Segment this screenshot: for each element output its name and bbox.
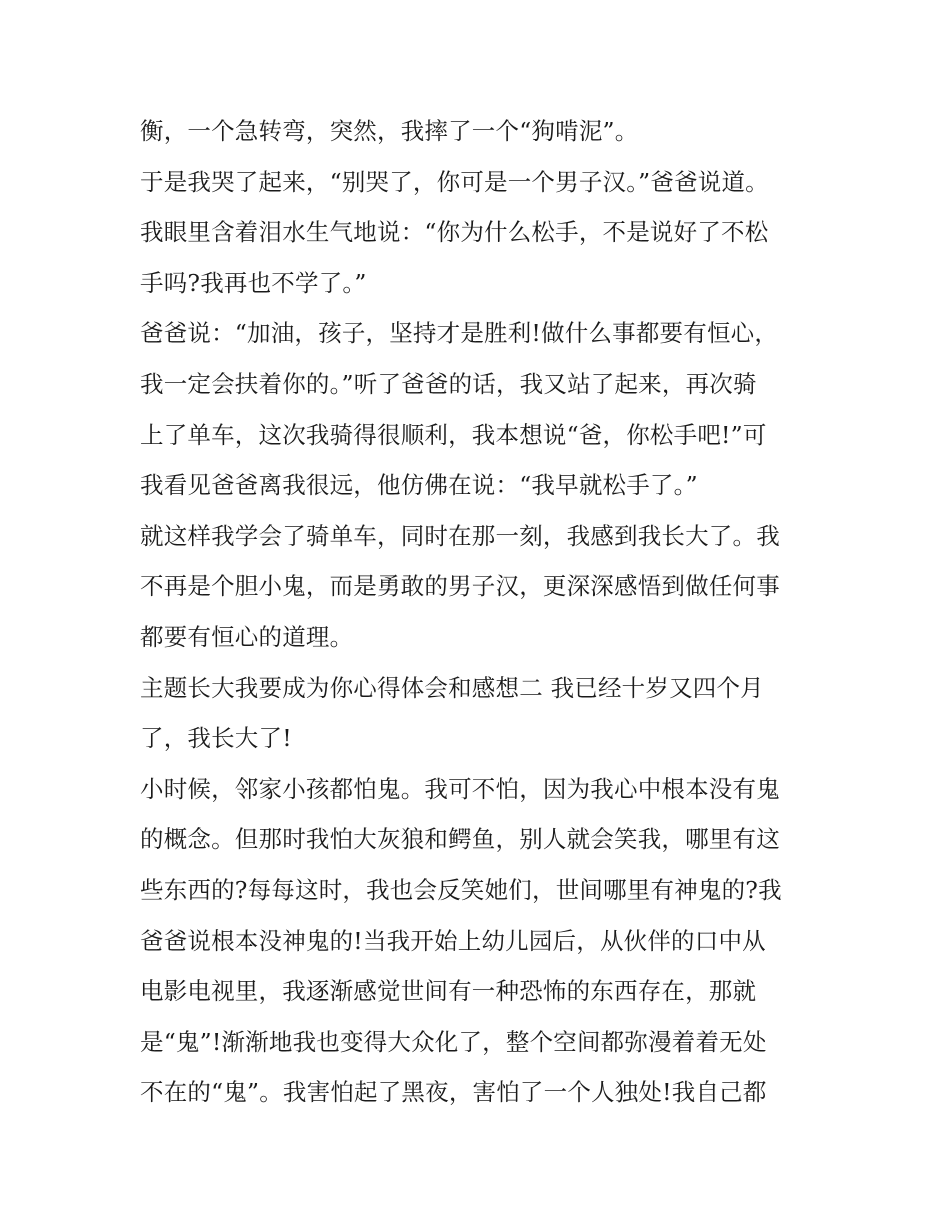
text-line: 是“鬼”!渐渐地我也变得大众化了，整个空间都弥漫着着无处 xyxy=(140,1027,767,1056)
text-line: 上了单车，这次我骑得很顺利，我本想说“爸，你松手吧!”可 xyxy=(140,420,767,449)
text-line: 我一定会扶着你的。”听了爸爸的话，我又站了起来，再次骑 xyxy=(140,369,757,398)
text-line: 爸爸说根本没神鬼的!当我开始上幼儿园后，从伙伴的口中从 xyxy=(140,926,766,955)
text-line: 些东西的?每每这时，我也会反笑她们，世间哪里有神鬼的?我 xyxy=(140,875,782,904)
text-line: 就这样我学会了骑单车，同时在那一刻，我感到我长大了。我 xyxy=(140,521,780,550)
text-line: 主题长大我要成为你心得体会和感想二 我已经十岁又四个月 xyxy=(140,673,764,702)
text-line: 爸爸说：“加油，孩子，坚持才是胜利!做什么事都要有恒心， xyxy=(140,319,779,348)
text-line: 的概念。但那时我怕大灰狼和鳄鱼，别人就会笑我，哪里有这 xyxy=(140,825,780,854)
text-line: 手吗?我再也不学了。” xyxy=(140,268,367,297)
text-line: 不再是个胆小鬼，而是勇敢的男子汉，更深深感悟到做任何事 xyxy=(140,572,780,601)
text-line: 都要有恒心的道理。 xyxy=(140,622,354,651)
text-line: 小时候，邻家小孩都怕鬼。我可不怕，因为我心中根本没有鬼 xyxy=(140,774,780,803)
body-text xyxy=(140,106,830,1118)
text-line: 我眼里含着泪水生气地说：“你为什么松手，不是说好了不松 xyxy=(140,218,769,247)
text-line: 不在的“鬼”。我害怕起了黑夜，害怕了一个人独处!我自己都 xyxy=(140,1078,767,1107)
text-line: 于是我哭了起来，“别哭了，你可是一个男子汉。”爸爸说道。 xyxy=(140,167,769,196)
text-line: 了，我长大了! xyxy=(140,724,292,753)
text-line: 衡，一个急转弯，突然，我摔了一个“狗啃泥”。 xyxy=(140,117,639,145)
text-line: 我看见爸爸离我很远，他仿佛在说：“我早就松手了。” xyxy=(140,471,698,500)
text-line: 电影电视里，我逐渐感觉世间有一种恐怖的东西存在，那就 xyxy=(140,977,757,1006)
